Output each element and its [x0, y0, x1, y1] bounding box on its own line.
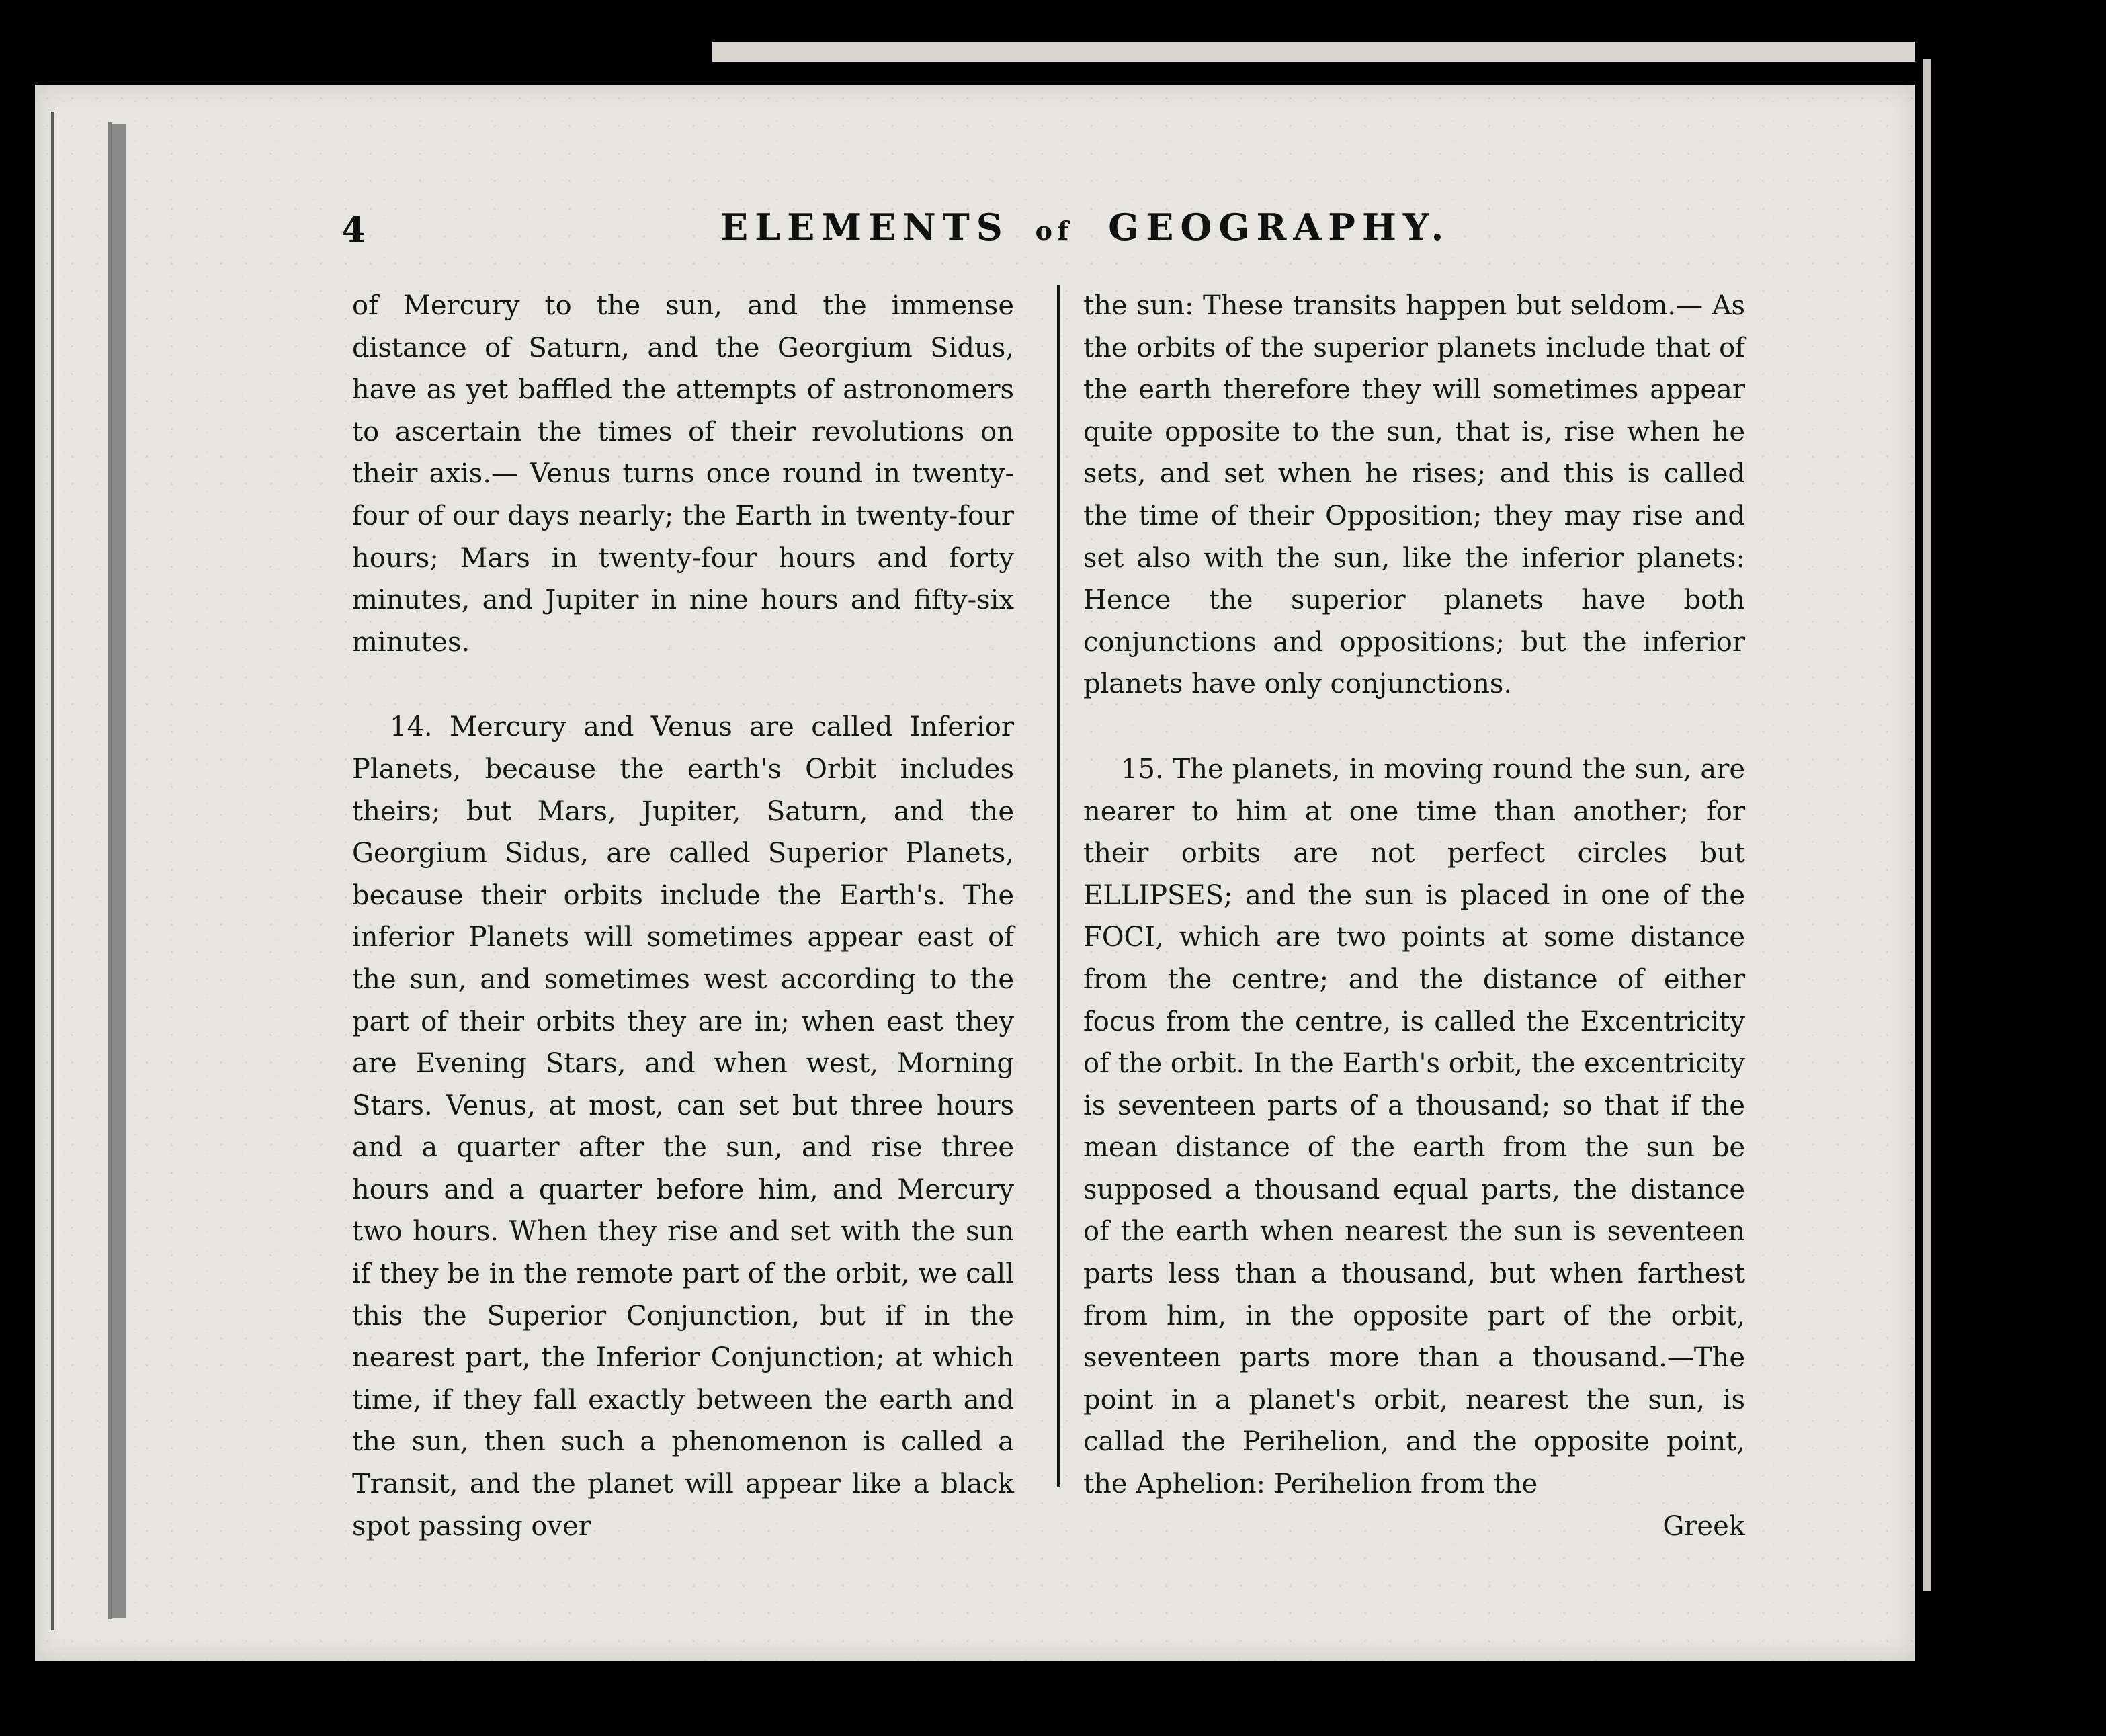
catchword: Greek	[1662, 1510, 1745, 1542]
page-binding-edge	[51, 112, 108, 1630]
running-title-word-1: ELEMENTS	[720, 206, 1009, 249]
page-number: 4	[341, 210, 366, 251]
left-paragraph-14: 14. Mercury and Venus are called Inferior Planets, because the earth's Orbit includes theirs; but Mars, Jupiter, Saturn, and the Georgium Sidus, are called Superior Planets, because their orbits include the Earth's. The inferior Planets will sometimes appear east of the sun, and sometimes west according to the part of their orbits they are in; when east they are Evening Stars, and when west, Morning Stars. Venus, at most, can set but three hours and a quarter after the sun, and rise three hours and a quarter before him, and Mercury two hours. When they rise and set with the sun if they be in the remote part of the orbit, we call this the Superior Conjunction, but if in the nearest part, the Inferior Conjunction; at which time, if they fall exactly between the earth and the sun, then such a phenomenon is called a Transit, and the planet will appear like a black spot passing over	[352, 711, 1014, 1542]
running-title-word-2: of	[1035, 216, 1075, 246]
running-header	[35, 206, 1915, 277]
book-page	[35, 85, 1915, 1661]
column-divider	[1057, 285, 1060, 1487]
facing-page-edge	[1923, 59, 1931, 1591]
left-paragraph-continued: of Mercury to the sun, and the immense distance of Saturn, and the Georgium Sidus, have as yet baffled the attempts of astronomers to ascertain the times of their revolutions on their axis.— Venus turns once round in twenty-four of our days nearly; the Earth in twenty-four hours; Mars in twenty-four hours and forty minutes, and Jupiter in nine hours and fifty-six minutes.	[352, 290, 1014, 658]
top-page-edge	[712, 42, 1915, 62]
left-column	[352, 285, 1014, 1547]
running-title	[720, 206, 1450, 249]
running-title-word-3: GEOGRAPHY.	[1108, 206, 1451, 249]
right-paragraph-15: 15. The planets, in moving round the sun, are nearer to him at one time than another; for their orbits are not perfect circles but ELLIPSES; and the sun is placed in one of the FOCI, which are two points at some distance from the centre; and the distance of either focus from the centre, is called the Excentricity of the orbit. In the Earth's orbit, the excentricity is seventeen parts of a thousand; so that if the mean distance of the earth from the sun be supposed a thousand equal parts, the distance of the earth when nearest the sun is seventeen parts less than a thousand, but when farthest from him, in the opposite part of the orbit, seventeen parts more than a thousand.—The point in a planet's orbit, nearest the sun, is callad the Perihelion, and the opposite point, the Aphelion: Perihelion from the	[1083, 753, 1745, 1500]
right-paragraph-continued: the sun: These transits happen but seldom.— As the orbits of the superior planets include that of the earth therefore they will sometimes appear quite opposite to the sun, that is, rise when he sets, and set when he rises; and this is called the time of their Opposition; they may rise and set also with the sun, like the inferior planets: Hence the superior planets have both conjunctions and oppositions; but the inferior planets have only conjunctions.	[1083, 290, 1745, 700]
right-column	[1083, 285, 1745, 1547]
